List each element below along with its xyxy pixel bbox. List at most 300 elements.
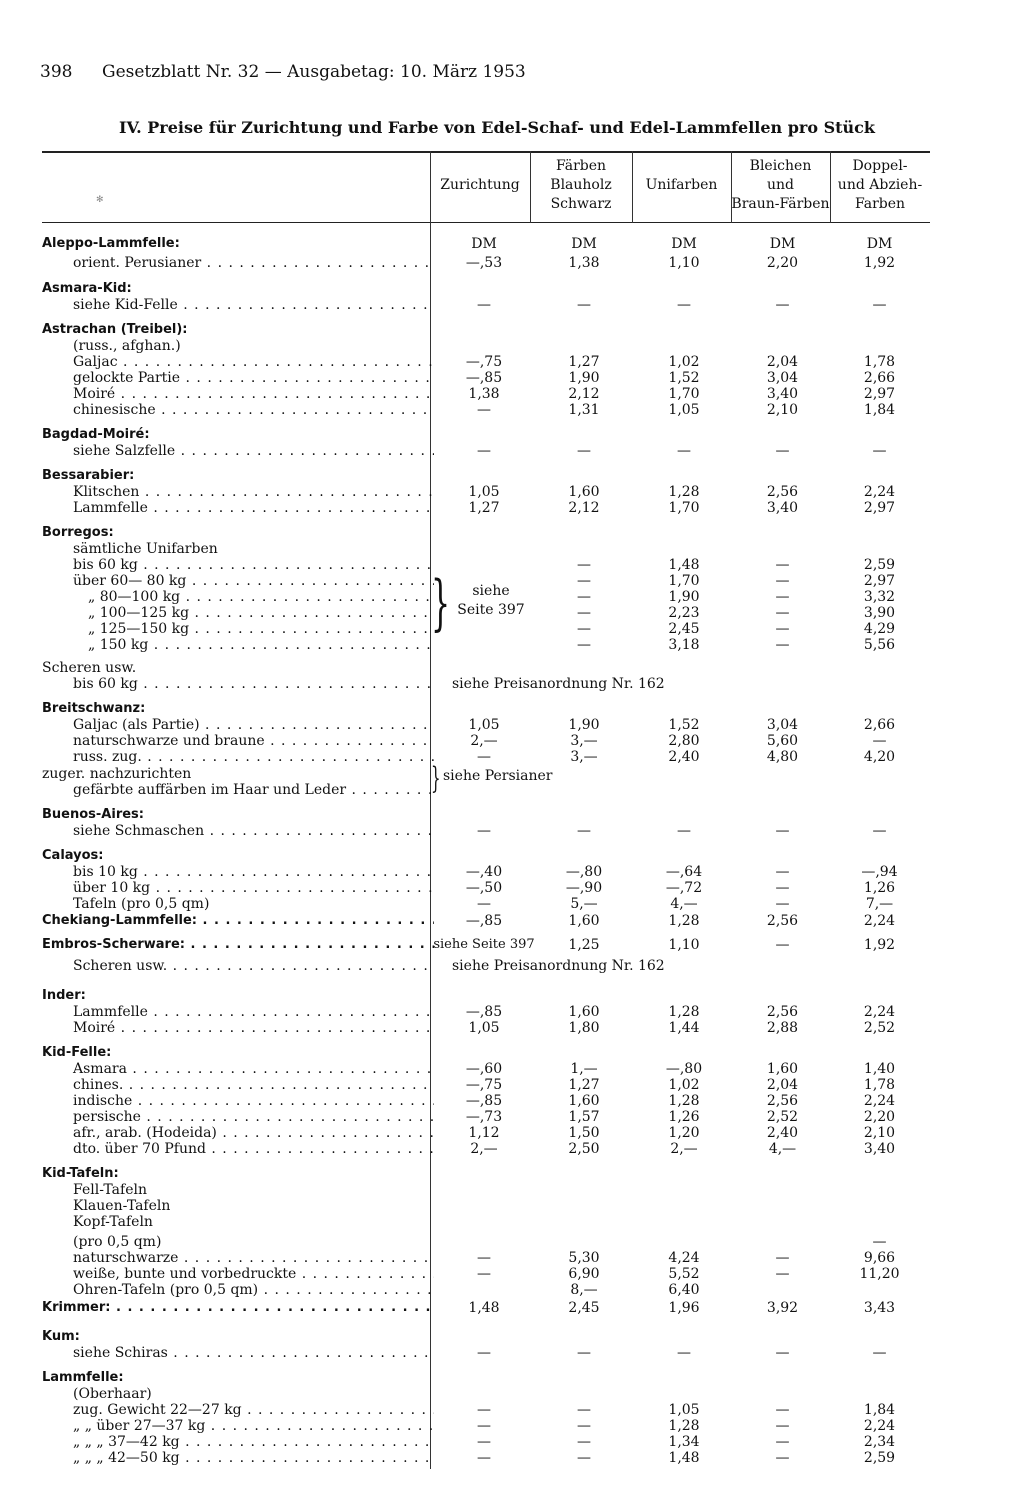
price-cell: 1,27 bbox=[568, 354, 600, 370]
price-cell: 1,84 bbox=[863, 1402, 896, 1418]
price-cell: — bbox=[872, 1345, 887, 1361]
price-cell: 1,48 bbox=[668, 557, 700, 573]
table-row bbox=[42, 354, 970, 370]
price-cell: 1,05 bbox=[668, 402, 700, 418]
row-label: Lammfelle . . . bbox=[42, 500, 434, 516]
price-cell: — bbox=[872, 443, 887, 459]
row-label: orient. Perusianer . . . bbox=[42, 255, 434, 271]
row-label: Lammfelle: bbox=[42, 1370, 124, 1385]
row-label: Scheren usw. bbox=[42, 660, 137, 676]
price-cell: 1,60 bbox=[568, 1093, 600, 1109]
table-row bbox=[42, 1198, 970, 1214]
price-cell: 2,52 bbox=[863, 1020, 896, 1036]
price-cell: — bbox=[477, 297, 491, 313]
row-label: Kopf-Tafeln bbox=[73, 1214, 153, 1230]
column-header: Bleichen und Braun-Färben bbox=[731, 158, 830, 212]
row-label: Bessarabier: bbox=[42, 468, 135, 483]
row-label: „ 150 kg . . . bbox=[42, 637, 434, 653]
price-cell: 2,97 bbox=[863, 386, 896, 402]
price-cell: — bbox=[775, 937, 790, 953]
column-header: Doppel- und Abzieh- Farben bbox=[837, 158, 923, 212]
price-cell: — bbox=[477, 1450, 491, 1466]
row-label: „ „ über 27—37 kg . . . bbox=[42, 1418, 434, 1434]
table-row bbox=[42, 1250, 970, 1266]
table-row bbox=[42, 1004, 970, 1020]
table-row bbox=[42, 297, 970, 313]
price-cell: — bbox=[775, 573, 790, 589]
table-row bbox=[42, 525, 970, 541]
price-cell: 1,38 bbox=[468, 386, 500, 402]
price-cell: 1,48 bbox=[668, 1450, 700, 1466]
price-cell: 1,60 bbox=[568, 913, 600, 929]
price-cell: 1,60 bbox=[766, 1061, 799, 1077]
table-row bbox=[42, 1077, 970, 1093]
price-cell: — bbox=[872, 823, 887, 839]
table-row bbox=[42, 1045, 970, 1061]
row-span-note: siehe Preisanordnung Nr. 162 bbox=[452, 958, 665, 974]
price-cell: — bbox=[775, 864, 790, 880]
price-cell: 1,34 bbox=[668, 1434, 700, 1450]
price-cell: 3,92 bbox=[766, 1300, 799, 1316]
row-label: chinesische . . . bbox=[42, 402, 434, 418]
row-label: russ. zug. . . . bbox=[42, 749, 434, 765]
price-cell: 1,28 bbox=[668, 484, 700, 500]
price-cell: 5,60 bbox=[766, 733, 799, 749]
price-cell: 1,28 bbox=[668, 913, 700, 929]
price-cell: 2,24 bbox=[863, 1418, 896, 1434]
row-label: indische . . . bbox=[42, 1093, 434, 1109]
price-cell: 2,24 bbox=[863, 913, 896, 929]
table-row bbox=[42, 1402, 970, 1418]
row-label: sämtliche Unifarben bbox=[73, 541, 218, 557]
price-cell: 4,80 bbox=[766, 749, 799, 765]
table-row bbox=[42, 386, 970, 402]
table-row bbox=[42, 749, 970, 765]
row-label: „ 125—150 kg . . . bbox=[42, 621, 434, 637]
row-label: persische . . . bbox=[42, 1109, 434, 1125]
price-cell: —,53 bbox=[465, 255, 503, 271]
row-label: Tafeln (pro 0,5 qm) bbox=[73, 896, 210, 912]
table-row bbox=[42, 443, 970, 459]
price-cell: 2,— bbox=[470, 733, 498, 749]
row-label: Moiré . . . bbox=[42, 1020, 434, 1036]
price-cell: —,80 bbox=[565, 864, 603, 880]
price-cell: 1,80 bbox=[568, 1020, 600, 1036]
price-cell: 1,05 bbox=[468, 1020, 500, 1036]
price-cell: 1,96 bbox=[668, 1300, 700, 1316]
price-cell: —,72 bbox=[665, 880, 703, 896]
price-cell: — bbox=[677, 1345, 691, 1361]
table-row bbox=[42, 880, 970, 896]
row-label: Aleppo-Lammfelle: bbox=[42, 236, 180, 251]
table-row bbox=[42, 807, 970, 823]
price-cell: 2,80 bbox=[668, 733, 700, 749]
price-cell: 2,10 bbox=[766, 402, 799, 418]
price-cell: 1,90 bbox=[568, 370, 600, 386]
table-row bbox=[42, 541, 970, 557]
row-label: über 60— 80 kg . . . bbox=[42, 573, 434, 589]
price-cell: — bbox=[775, 1450, 790, 1466]
price-cell: 2,45 bbox=[668, 621, 700, 637]
price-cell: 1,— bbox=[570, 1061, 598, 1077]
price-cell: 1,60 bbox=[568, 484, 600, 500]
price-cell: 1,28 bbox=[668, 1093, 700, 1109]
price-cell: —,60 bbox=[465, 1061, 503, 1077]
price-cell: — bbox=[477, 749, 491, 765]
price-cell: — bbox=[577, 1402, 591, 1418]
price-cell: siehe Seite 397 bbox=[433, 937, 535, 952]
table-row bbox=[42, 958, 970, 974]
price-cell: 2,59 bbox=[863, 1450, 896, 1466]
table-row bbox=[42, 1141, 970, 1157]
price-cell: — bbox=[577, 589, 591, 605]
price-cell: 11,20 bbox=[859, 1266, 900, 1282]
row-label: Scheren usw. . . . bbox=[42, 958, 434, 974]
price-cell: —,75 bbox=[465, 354, 503, 370]
price-cell: 5,— bbox=[570, 896, 598, 912]
row-label: (pro 0,5 qm) bbox=[73, 1234, 162, 1250]
row-label: Fell-Tafeln bbox=[73, 1182, 147, 1198]
price-cell: 1,52 bbox=[668, 717, 700, 733]
price-cell: 1,26 bbox=[863, 880, 896, 896]
price-cell: DM bbox=[571, 236, 597, 252]
price-cell: 5,52 bbox=[668, 1266, 700, 1282]
table-row bbox=[42, 1214, 970, 1230]
price-cell: 3,32 bbox=[863, 589, 896, 605]
row-label: gefärbte auffärben im Haar und Leder . . . bbox=[42, 782, 434, 798]
price-cell: 3,— bbox=[570, 733, 598, 749]
row-label: bis 10 kg . . . bbox=[42, 864, 434, 880]
table-row bbox=[42, 1093, 970, 1109]
price-cell: — bbox=[775, 880, 790, 896]
price-cell: — bbox=[872, 733, 887, 749]
price-cell: 2,24 bbox=[863, 1004, 896, 1020]
price-cell: 2,97 bbox=[863, 500, 896, 516]
price-cell: — bbox=[577, 1345, 591, 1361]
table-row bbox=[42, 733, 970, 749]
page-header bbox=[40, 62, 720, 88]
price-cell: — bbox=[477, 1434, 491, 1450]
price-cell: 2,12 bbox=[568, 386, 600, 402]
price-cell: — bbox=[677, 297, 691, 313]
price-cell: 2,24 bbox=[863, 1093, 896, 1109]
price-cell: 6,90 bbox=[568, 1266, 600, 1282]
table-row bbox=[42, 236, 970, 252]
table-row bbox=[42, 1166, 970, 1182]
price-cell: — bbox=[477, 1266, 491, 1282]
table-row bbox=[42, 988, 970, 1004]
row-label: siehe Schmaschen . . . bbox=[42, 823, 434, 839]
row-label: Embros-Scherware: . . . bbox=[42, 937, 434, 953]
row-label: „ „ „ 37—42 kg . . . bbox=[42, 1434, 434, 1450]
price-cell: 1,20 bbox=[668, 1125, 700, 1141]
price-cell: 1,60 bbox=[568, 1004, 600, 1020]
price-cell: 2,34 bbox=[863, 1434, 896, 1450]
row-label: siehe Salzfelle . . . bbox=[42, 443, 434, 459]
price-cell: 1,44 bbox=[668, 1020, 700, 1036]
price-cell: 3,40 bbox=[863, 1141, 896, 1157]
price-cell: 3,90 bbox=[863, 605, 896, 621]
table-row bbox=[42, 782, 970, 798]
price-cell: 1,50 bbox=[568, 1125, 600, 1141]
table-row bbox=[42, 1125, 970, 1141]
row-label: Breitschwanz: bbox=[42, 701, 146, 716]
row-label: Klitschen . . . bbox=[42, 484, 434, 500]
price-cell: — bbox=[477, 1345, 491, 1361]
table-row bbox=[42, 370, 970, 386]
price-cell: —,80 bbox=[665, 1061, 703, 1077]
row-label: naturschwarze und braune . . . bbox=[42, 733, 434, 749]
row-label: zug. Gewicht 22—27 kg . . . bbox=[42, 1402, 434, 1418]
table-row bbox=[42, 402, 970, 418]
price-cell: — bbox=[775, 589, 790, 605]
row-label: Buenos-Aires: bbox=[42, 807, 144, 822]
price-cell: 2,59 bbox=[863, 557, 896, 573]
price-cell: 5,56 bbox=[863, 637, 896, 653]
table-row bbox=[42, 1282, 970, 1298]
column-header: Unifarben bbox=[645, 177, 718, 193]
price-cell: 2,56 bbox=[766, 1093, 799, 1109]
table-row bbox=[42, 1234, 970, 1250]
price-cell: —,40 bbox=[465, 864, 503, 880]
table-row bbox=[42, 676, 970, 692]
table-row bbox=[42, 427, 970, 443]
borregos-brace-note: siehe Seite 397 bbox=[457, 583, 525, 618]
row-label: Borregos: bbox=[42, 525, 114, 540]
price-cell: 1,10 bbox=[668, 937, 700, 953]
price-cell: 2,88 bbox=[766, 1020, 799, 1036]
price-cell: 1,90 bbox=[668, 589, 700, 605]
price-cell: — bbox=[477, 1250, 491, 1266]
row-label: „ 80—100 kg . . . bbox=[42, 589, 434, 605]
price-cell: 4,29 bbox=[863, 621, 896, 637]
row-label: Kid-Tafeln: bbox=[42, 1166, 119, 1181]
price-cell: 2,— bbox=[470, 1141, 498, 1157]
price-cell: 6,40 bbox=[668, 1282, 700, 1298]
row-label: dto. über 70 Pfund . . . bbox=[42, 1141, 434, 1157]
price-cell: 5,30 bbox=[568, 1250, 600, 1266]
price-cell: 7,— bbox=[865, 896, 894, 912]
table-row bbox=[42, 913, 970, 929]
price-cell: 4,— bbox=[670, 896, 698, 912]
table-row bbox=[42, 937, 970, 953]
price-cell: 2,52 bbox=[766, 1109, 799, 1125]
price-cell: 2,40 bbox=[668, 749, 700, 765]
price-cell: 2,40 bbox=[766, 1125, 799, 1141]
price-cell: 3,40 bbox=[766, 386, 799, 402]
price-cell: — bbox=[775, 1250, 790, 1266]
price-cell: 4,20 bbox=[863, 749, 896, 765]
price-cell: 2,56 bbox=[766, 913, 799, 929]
price-cell: — bbox=[872, 297, 887, 313]
price-cell: 1,27 bbox=[568, 1077, 600, 1093]
row-label: zuger. nachzurichten bbox=[42, 766, 192, 782]
table-row bbox=[42, 500, 970, 516]
page-number: 398 bbox=[40, 62, 73, 82]
price-cell: 1,28 bbox=[668, 1004, 700, 1020]
price-cell: — bbox=[477, 1402, 491, 1418]
row-label: Astrachan (Treibel): bbox=[42, 322, 188, 337]
table-row bbox=[42, 848, 970, 864]
price-cell: —,64 bbox=[665, 864, 703, 880]
table-row bbox=[42, 1345, 970, 1361]
price-cell: 1,70 bbox=[668, 573, 700, 589]
row-label: afr., arab. (Hodeida) . . . bbox=[42, 1125, 434, 1141]
price-cell: 1,25 bbox=[568, 937, 600, 953]
price-cell: — bbox=[775, 1402, 790, 1418]
price-cell: — bbox=[775, 896, 790, 912]
price-cell: — bbox=[775, 297, 790, 313]
price-cell: 1,05 bbox=[468, 717, 500, 733]
price-cell: —,90 bbox=[565, 880, 603, 896]
price-cell: — bbox=[775, 1434, 790, 1450]
price-cell: 2,24 bbox=[863, 484, 896, 500]
price-cell: 1,84 bbox=[863, 402, 896, 418]
row-label: Galjac (als Partie) . . . bbox=[42, 717, 434, 733]
table-row bbox=[42, 1020, 970, 1036]
price-cell: 1,02 bbox=[668, 354, 700, 370]
table-row bbox=[42, 281, 970, 297]
row-label: Moiré . . . bbox=[42, 386, 434, 402]
price-cell: 2,97 bbox=[863, 573, 896, 589]
row-label: Krimmer: . . . bbox=[42, 1300, 434, 1316]
table-row bbox=[42, 338, 970, 354]
brace-icon: } bbox=[431, 761, 441, 796]
price-cell: —,50 bbox=[465, 880, 503, 896]
price-cell: 2,56 bbox=[766, 484, 799, 500]
price-cell: 1,92 bbox=[863, 937, 896, 953]
price-cell: — bbox=[775, 1345, 790, 1361]
decorative-mark-icon: ✻ bbox=[96, 195, 104, 205]
price-cell: DM bbox=[471, 236, 497, 252]
table-row bbox=[42, 896, 970, 912]
price-cell: — bbox=[477, 1418, 491, 1434]
row-label: Kum: bbox=[42, 1329, 80, 1344]
price-cell: — bbox=[775, 605, 790, 621]
table-row bbox=[42, 1434, 970, 1450]
table-row bbox=[42, 322, 970, 338]
price-cell: 1,10 bbox=[668, 255, 700, 271]
price-cell: 1,78 bbox=[863, 354, 896, 370]
price-cell: —,85 bbox=[465, 370, 503, 386]
row-label: naturschwarze . . . bbox=[42, 1250, 434, 1266]
price-cell: 1,57 bbox=[568, 1109, 600, 1125]
row-label: gelockte Partie . . . bbox=[42, 370, 434, 386]
table-row bbox=[42, 1182, 970, 1198]
price-cell: — bbox=[577, 637, 591, 653]
price-cell: —,85 bbox=[465, 913, 503, 929]
row-label: chines. . . . bbox=[42, 1077, 434, 1093]
brace-icon: } bbox=[431, 568, 451, 638]
table-row bbox=[42, 864, 970, 880]
table-row bbox=[42, 557, 970, 573]
price-cell: 1,48 bbox=[468, 1300, 500, 1316]
row-label: (Oberhaar) bbox=[73, 1386, 152, 1402]
row-label: bis 60 kg . . . bbox=[42, 676, 434, 692]
column-header: Zurichtung bbox=[440, 177, 520, 193]
table-row bbox=[42, 484, 970, 500]
price-cell: — bbox=[477, 443, 491, 459]
price-cell: 2,— bbox=[670, 1141, 698, 1157]
table-row bbox=[42, 1109, 970, 1125]
row-label: siehe Kid-Felle . . . bbox=[42, 297, 434, 313]
price-cell: 2,56 bbox=[766, 1004, 799, 1020]
table-row bbox=[42, 637, 970, 653]
price-cell: 1,38 bbox=[568, 255, 600, 271]
price-cell: — bbox=[477, 823, 491, 839]
price-cell: — bbox=[677, 443, 691, 459]
price-cell: 2,04 bbox=[766, 354, 799, 370]
price-cell: DM bbox=[671, 236, 697, 252]
table-header-rule bbox=[42, 222, 930, 223]
row-label: Lammfelle . . . bbox=[42, 1004, 434, 1020]
price-cell: 1,40 bbox=[863, 1061, 896, 1077]
row-label: weiße, bunte und vorbedruckte . . . bbox=[42, 1266, 434, 1282]
price-cell: 2,50 bbox=[568, 1141, 600, 1157]
table-row bbox=[42, 621, 970, 637]
price-cell: 1,52 bbox=[668, 370, 700, 386]
price-cell: 3,43 bbox=[863, 1300, 896, 1316]
table-row bbox=[42, 255, 970, 271]
table-row bbox=[42, 1061, 970, 1077]
price-cell: 2,66 bbox=[863, 717, 896, 733]
price-cell: 1,12 bbox=[468, 1125, 500, 1141]
price-cell: 8,— bbox=[570, 1282, 598, 1298]
row-label: Asmara . . . bbox=[42, 1061, 434, 1077]
price-cell: 1,05 bbox=[668, 1402, 700, 1418]
price-cell: — bbox=[577, 1434, 591, 1450]
price-cell: — bbox=[577, 443, 591, 459]
column-header: Färben Blauholz Schwarz bbox=[550, 158, 612, 212]
price-cell: 1,70 bbox=[668, 500, 700, 516]
price-cell: — bbox=[775, 637, 790, 653]
price-cell: —,85 bbox=[465, 1004, 503, 1020]
row-span-note: siehe Preisanordnung Nr. 162 bbox=[452, 676, 665, 692]
price-cell: 3,18 bbox=[668, 637, 700, 653]
price-cell: 9,66 bbox=[863, 1250, 896, 1266]
table-row bbox=[42, 823, 970, 839]
price-cell: 3,04 bbox=[766, 370, 799, 386]
price-cell: 2,45 bbox=[568, 1300, 600, 1316]
price-cell: — bbox=[775, 443, 790, 459]
table-row bbox=[42, 1450, 970, 1466]
price-cell: 1,26 bbox=[668, 1109, 700, 1125]
row-label: (russ., afghan.) bbox=[73, 338, 181, 354]
price-cell: — bbox=[477, 896, 491, 912]
price-cell: — bbox=[577, 573, 591, 589]
price-cell: 3,— bbox=[570, 749, 598, 765]
gazette-title: Gesetzblatt Nr. 32 — Ausgabetag: 10. März 1953 bbox=[102, 62, 526, 82]
price-cell: — bbox=[677, 823, 691, 839]
row-label: bis 60 kg . . . bbox=[42, 557, 434, 573]
table-row bbox=[42, 468, 970, 484]
price-cell: 3,40 bbox=[766, 500, 799, 516]
table-row bbox=[42, 717, 970, 733]
price-cell: — bbox=[577, 1450, 591, 1466]
price-cell: —,73 bbox=[465, 1109, 503, 1125]
price-cell: DM bbox=[866, 236, 893, 252]
price-cell: 1,05 bbox=[468, 484, 500, 500]
price-cell: 3,04 bbox=[766, 717, 799, 733]
price-cell: — bbox=[775, 1418, 790, 1434]
price-cell: 4,24 bbox=[668, 1250, 700, 1266]
price-cell: —,94 bbox=[861, 864, 898, 880]
row-label: „ „ „ 42—50 kg . . . bbox=[42, 1450, 434, 1466]
price-cell: 2,23 bbox=[668, 605, 700, 621]
breitschwanz-brace-note: siehe Persianer bbox=[443, 768, 553, 784]
price-cell: — bbox=[577, 823, 591, 839]
row-label: Bagdad-Moiré: bbox=[42, 427, 150, 442]
